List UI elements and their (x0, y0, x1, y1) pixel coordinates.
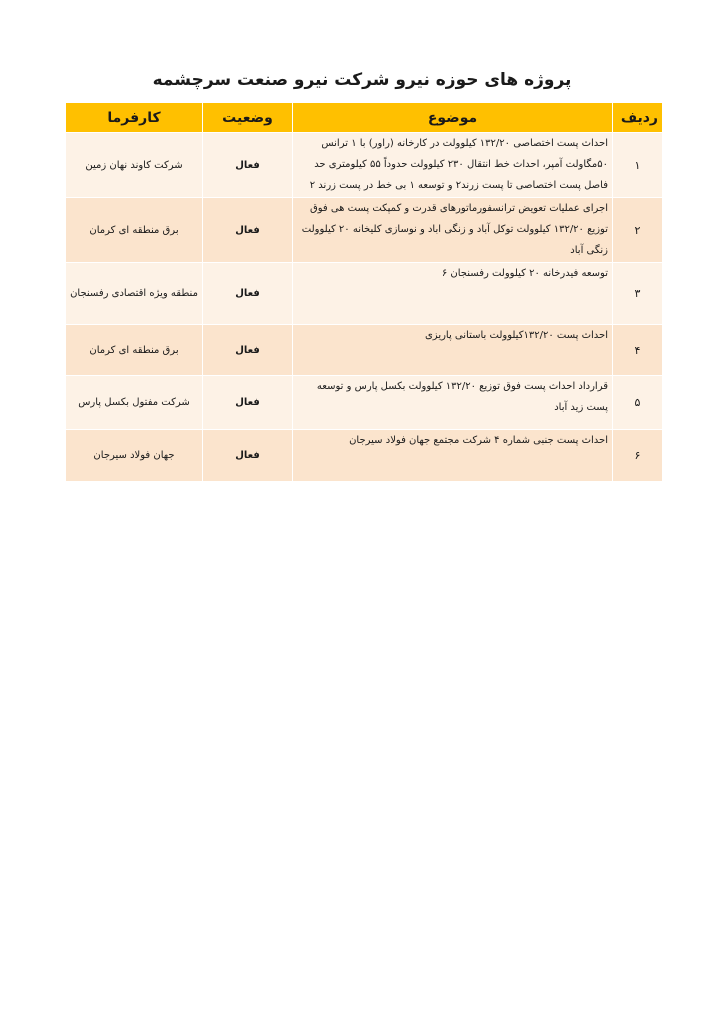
header-row-number: ردیف (613, 103, 663, 133)
row-subject: اجرای عملیات تعویض ترانسفورماتورهای قدرت و کمپکت پست هی فوق توزیع ۱۳۲/۲۰ کیلوولت توکل آباد و زنگی اباد و نوسازی کلیخانه ۲۰ کیلوولت زنگی آباد (293, 198, 613, 263)
header-subject: موضوع (293, 103, 613, 133)
row-client: شرکت مفتول بکسل پارس (66, 376, 203, 430)
table-body (66, 133, 663, 482)
table-row (66, 198, 663, 263)
header-status: وضعیت (203, 103, 293, 133)
projects-table (65, 102, 663, 482)
row-status: فعال (203, 325, 293, 376)
row-subject: قرارداد احداث پست فوق توزیع ۱۳۲/۲۰ کیلوولت بکسل پارس و توسعه پست زید آباد (293, 376, 613, 430)
row-number: ۶ (613, 430, 663, 482)
table-row (66, 325, 663, 376)
row-subject: توسعه فیدرخانه ۲۰ کیلوولت رفسنجان ۶ (293, 263, 613, 325)
row-subject: احداث پست اختصاصی ۱۳۲/۲۰ کیلوولت در کارخانه (راور) با ۱ ترانس ۵۰مگاولت آمپر، احداث خط انتقال ۲۳۰ کیلوولت حدوداً ۵۵ کیلومتری حد فاصل پست اختصاصی تا پست زرند۲ و توسعه ۱ بی خط در پست زرند ۲ (293, 133, 613, 198)
row-status: فعال (203, 430, 293, 482)
row-number: ۱ (613, 133, 663, 198)
row-client: برق منطقه ای کرمان (66, 198, 203, 263)
row-client: جهان فولاد سیرجان (66, 430, 203, 482)
header-client: کارفرما (66, 103, 203, 133)
row-client: شرکت کاوند نهان زمین (66, 133, 203, 198)
page-title: پروژه های حوزه نیرو شرکت نیرو صنعت سرچشمه (152, 70, 572, 90)
row-subject: احداث پست ۱۳۲/۲۰کیلوولت باستانی پاریزی (293, 325, 613, 376)
table-row (66, 263, 663, 325)
table-header (66, 103, 663, 133)
row-subject: احداث پست جنبی شماره ۴ شرکت مجتمع جهان فولاد سیرجان (293, 430, 613, 482)
table-row (66, 376, 663, 430)
row-status: فعال (203, 263, 293, 325)
row-number: ۳ (613, 263, 663, 325)
row-status: فعال (203, 133, 293, 198)
table-row (66, 133, 663, 198)
row-number: ۲ (613, 198, 663, 263)
row-client: برق منطقه ای کرمان (66, 325, 203, 376)
row-number: ۵ (613, 376, 663, 430)
row-status: فعال (203, 376, 293, 430)
row-number: ۴ (613, 325, 663, 376)
row-status: فعال (203, 198, 293, 263)
header-row (66, 103, 663, 133)
table-row (66, 430, 663, 482)
row-client: منطقه ویژه اقتصادی رفسنجان (66, 263, 203, 325)
